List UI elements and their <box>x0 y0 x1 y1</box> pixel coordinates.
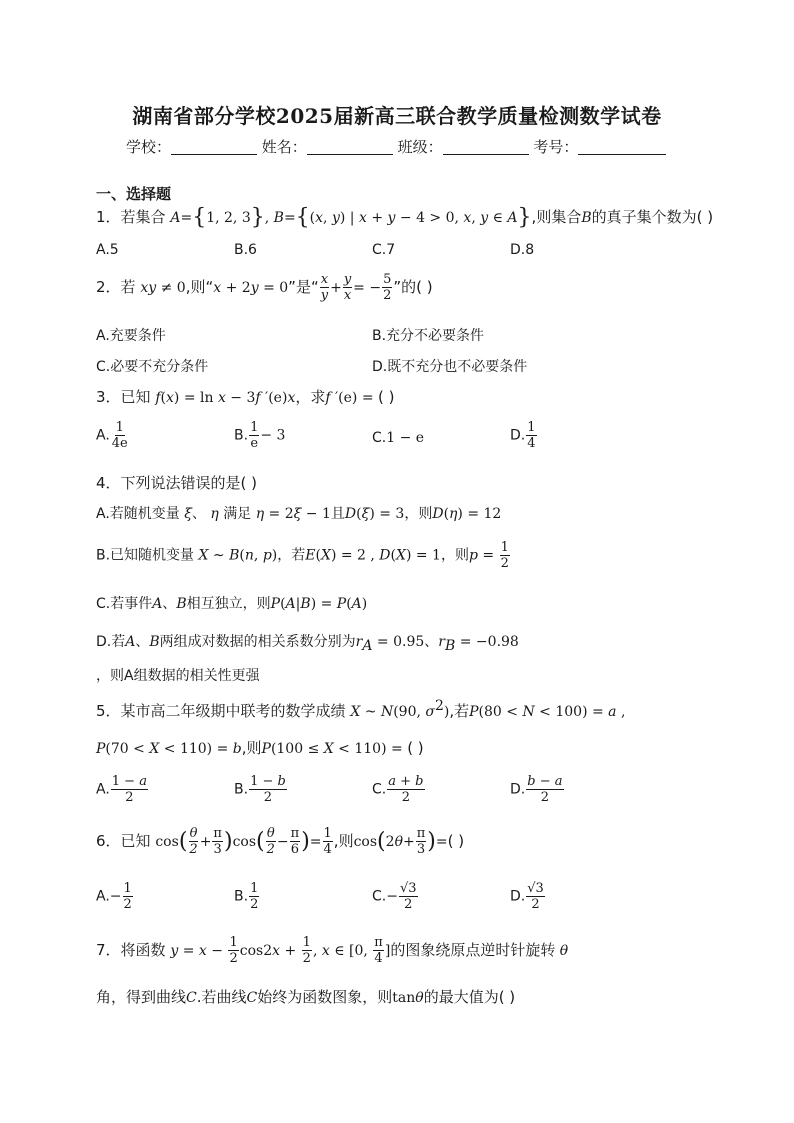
question-4 <box>96 472 257 493</box>
option-label: B. <box>234 781 249 798</box>
question-3: 3．已知 f(x) = ln x − 3f ′(e)x，求f ′(e) = ( ) <box>96 388 395 406</box>
question-number: 7． <box>96 941 121 959</box>
question-text: 的真子集个数为( ) <box>591 208 714 226</box>
question-number: 6． <box>96 832 121 850</box>
option-label: B. <box>234 888 249 905</box>
option-c[interactable]: C.7 <box>372 242 396 258</box>
question-text: ,则 <box>241 739 262 757</box>
class-label: 班级： <box>397 138 443 156</box>
question-number: 4． <box>96 474 121 492</box>
option-d-continued: ，则A组数据的相关性更强 <box>96 668 260 684</box>
question-number: 2． <box>96 278 121 296</box>
question-text: 已知 <box>120 832 151 850</box>
question-text: ,若 <box>449 702 470 720</box>
question-text: .若曲线 <box>196 988 247 1006</box>
option-text: C.若事件 <box>96 596 153 612</box>
option-c[interactable]: C.− $\frac{√3}{2}$ <box>372 881 417 912</box>
name-label: 姓名： <box>261 138 307 156</box>
option-text: 满足 <box>223 506 252 522</box>
option-a[interactable]: A.充要条件 <box>96 328 166 344</box>
option-a[interactable]: A.− $\frac{1}{2}$ <box>96 881 132 912</box>
option-b[interactable]: B. $\frac{1 - b}{2}$ <box>234 774 286 805</box>
question-text: 角，得到曲线 <box>96 988 187 1006</box>
option-text: ，若 <box>277 547 306 564</box>
question-text: ( ) <box>447 832 465 850</box>
question-text: 的图象绕原点逆时针旋转 <box>390 941 556 959</box>
option-label: D. <box>510 781 526 798</box>
option-text: ，则 <box>440 547 469 564</box>
option-d[interactable]: D.若A、B两组成对数据的相关系数分别为$r_A = 0.95$、$r_B = -0.98$ <box>96 634 519 654</box>
math-expression: A <box>170 210 181 226</box>
option-text: B.已知随机变量 <box>96 547 195 564</box>
page-title: 湖南省部分学校2025届新高三联合教学质量检测数学试卷 <box>132 104 662 128</box>
question-text: ( ) <box>378 388 395 406</box>
option-b[interactable]: B. $\frac{1}{2}$ <box>234 881 259 912</box>
question-text: ,则 <box>333 832 354 850</box>
option-label: A. <box>96 427 110 444</box>
question-text: 下列说法错误的是( ) <box>120 474 258 492</box>
option-text: D.若 <box>96 634 126 650</box>
class-blank[interactable] <box>443 138 529 155</box>
option-a[interactable]: A.5 <box>96 242 119 258</box>
option-b[interactable]: B.6 <box>234 242 257 258</box>
option-label: C. <box>372 430 387 446</box>
question-5: 5．某市高二年级期中联考的数学成绩 X ~ N(90, $\sigma^2$),若P(80 < N < 100) = a , <box>96 698 626 720</box>
school-blank[interactable] <box>171 138 257 155</box>
option-text: ，则 <box>404 506 433 522</box>
question-number: 5． <box>96 702 121 720</box>
question-text: 将函数 <box>120 941 166 959</box>
option-label: D. <box>510 888 526 905</box>
question-text: 已知 <box>120 388 151 406</box>
exam-number-label: 考号： <box>533 138 579 156</box>
option-d[interactable]: D. $\frac{b - a}{2}$ <box>510 774 563 805</box>
option-label: B. <box>234 427 249 444</box>
option-c[interactable]: C.若事件A、B相互独立，则P(A|B) = P(A) <box>96 596 368 612</box>
school-label: 学校： <box>126 138 172 156</box>
option-label: C. <box>372 781 387 798</box>
option-label: C. <box>372 888 387 905</box>
name-blank[interactable] <box>307 138 393 155</box>
question-text: 始终为函数图象，则 <box>257 988 393 1006</box>
question-text: ”的( ) <box>393 278 433 296</box>
option-a[interactable]: A. $\frac{1}{4e}$ <box>96 420 128 451</box>
option-c[interactable]: C.1 − e <box>372 430 425 446</box>
question-2: 2．若 xy ≠ 0,则“x + 2y = 0”是“ $\frac{x}{y}$ + $\frac{y}{x}$ = − $\frac{5}{2}$ ”的( ) <box>96 272 433 303</box>
option-d[interactable]: D.8 <box>510 242 535 258</box>
option-b[interactable]: B.已知随机变量 X ∼ B(n, p)，若E(X) = 2 , D(X) = 1，则p = $\frac{1}{2}$ <box>96 540 509 571</box>
option-c[interactable]: C.必要不充分条件 <box>96 359 209 375</box>
question-text: 若 <box>120 278 136 296</box>
option-text: 两组成对数据的相关系数分别为 <box>159 634 356 650</box>
exam-number-blank[interactable] <box>578 138 666 155</box>
option-d[interactable]: D. $\frac{√3}{2}$ <box>510 881 544 912</box>
option-b[interactable]: B.充分不必要条件 <box>372 328 485 344</box>
question-1: 1．若集合 A={1, 2, 3}, B={(x, y) | x + y − 4 > 0, x, y ∈ A},则集合B的真子集个数为( ) <box>96 205 714 230</box>
option-d[interactable]: D. $\frac{1}{4}$ <box>510 420 536 451</box>
question-text: ( ) <box>407 739 424 757</box>
option-c[interactable]: C. $\frac{a + b}{2}$ <box>372 774 424 805</box>
option-a[interactable]: A. $\frac{1 - a}{2}$ <box>96 774 147 805</box>
student-info-line <box>126 136 666 157</box>
question-text: 某市高二年级期中联考的数学成绩 <box>120 702 346 720</box>
option-d[interactable]: D.既不充分也不必要条件 <box>372 359 528 375</box>
option-text: 、 <box>424 634 439 650</box>
question-number: 1． <box>96 208 121 226</box>
question-text: ”是“ <box>288 278 319 296</box>
option-text: 相互独立，则 <box>186 596 271 612</box>
question-text: ,则集合 <box>531 208 582 226</box>
question-7-line-2: 角，得到曲线C.若曲线C始终为函数图象，则tanθ的最大值为( ) <box>96 988 516 1006</box>
question-number: 3． <box>96 388 121 406</box>
option-label: A. <box>96 888 110 905</box>
option-text: A.若随机变量 <box>96 506 180 522</box>
option-label: D. <box>510 427 526 444</box>
question-text: ，求 <box>295 388 326 406</box>
question-text: 的最大值为( ) <box>423 988 516 1006</box>
section-heading: 一、选择题 <box>96 185 172 203</box>
option-text: 且 <box>330 506 345 522</box>
option-label: A. <box>96 781 110 798</box>
option-a[interactable]: A.若随机变量 ξ、 η 满足 η = 2ξ − 1且D(ξ) = 3，则D(η) = 12 <box>96 506 502 522</box>
question-6: 6．已知 cos( $\frac{\theta}{2}$ + $\frac{\pi}{3}$ )cos( $\frac{\theta}{2}$ − $\frac{\pi}{6}$ )= $\frac{1}{4}$ ,则cos(2θ+ $\frac{\pi}{3}$ )=( ) <box>96 826 465 857</box>
option-b[interactable]: B. $\frac{1}{e}$ − 3 <box>234 420 286 451</box>
question-7: 7．将函数 y = x − $\frac{1}{2}$ cos2x + $\frac{1}{2}$ , x ∈ [0, $\frac{\pi}{4}$ ]的图象绕原点逆时针旋转 θ <box>96 935 569 966</box>
question-text: 若集合 <box>120 208 166 226</box>
question-text: ,则“ <box>185 278 214 296</box>
question-5-line-2: P(70 < X < 110) = b,则P(100 ≤ X < 110) = ( ) <box>96 739 424 757</box>
